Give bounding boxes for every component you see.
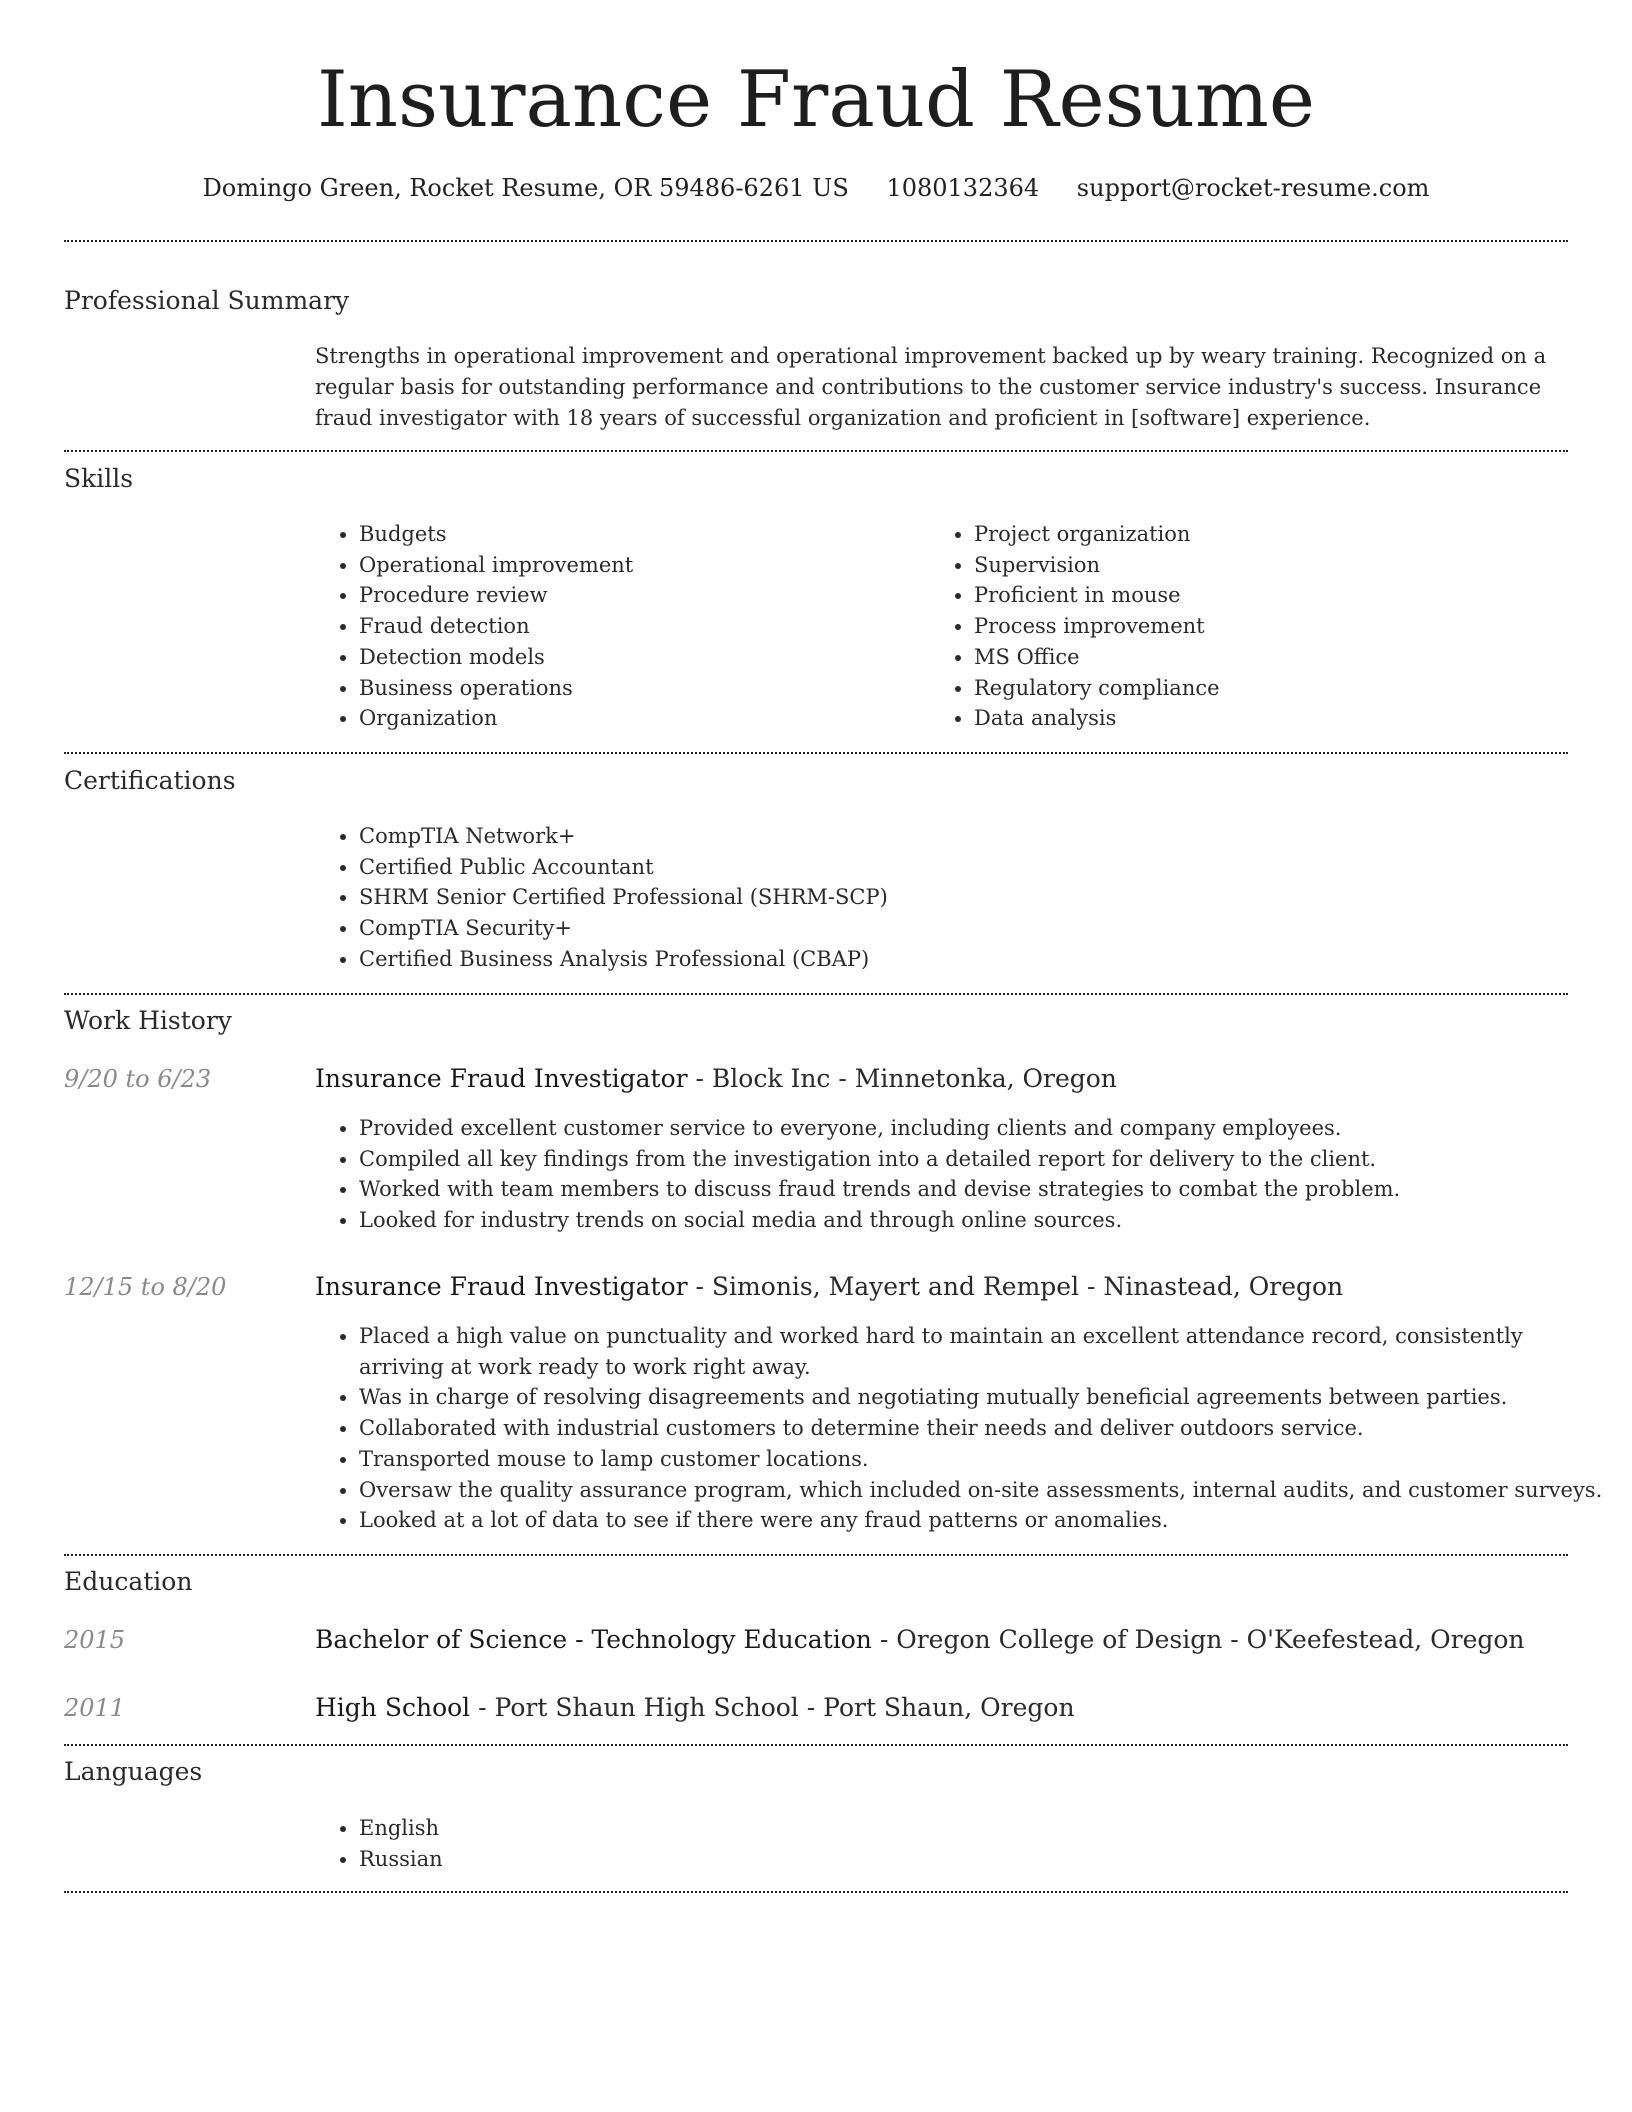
- list-item: • SHRM Senior Certified Professional (SHRM-SCP): [359, 882, 1559, 913]
- job-details: - Block Inc - Minnetonka, Oregon: [687, 1064, 1117, 1093]
- list-item: • Business operations: [359, 673, 919, 704]
- list-item: • Operational improvement: [359, 550, 919, 581]
- job-bullets: [315, 1113, 1614, 1236]
- section-divider: [64, 1744, 1568, 1746]
- list-item: • Certified Public Accountant: [359, 852, 1559, 883]
- skills-heading: Skills: [64, 464, 134, 493]
- list-item: • Detection models: [359, 642, 919, 673]
- skills-list-right: [930, 519, 1574, 734]
- work-history-heading: Work History: [64, 1006, 232, 1035]
- list-item: • Data analysis: [974, 703, 1574, 734]
- list-item: • Procedure review: [359, 580, 919, 611]
- list-item: • Certified Business Analysis Professional (CBAP): [359, 944, 1559, 975]
- education-degree: High School: [315, 1693, 471, 1722]
- skills-list-left: [315, 519, 919, 734]
- education-entry: [315, 1624, 1525, 1656]
- job-details: - Simonis, Mayert and Rempel - Ninastead, Oregon: [687, 1272, 1344, 1301]
- list-item: • Compiled all key findings from the investigation into a detailed report for delivery to the client.: [359, 1144, 1614, 1175]
- education-entry: [315, 1692, 1075, 1724]
- list-item: • Organization: [359, 703, 919, 734]
- education-details: - Port Shaun High School - Port Shaun, Oregon: [470, 1693, 1075, 1722]
- list-item: • Worked with team members to discuss fraud trends and devise strategies to combat the problem.: [359, 1174, 1614, 1205]
- job-dates: 12/15 to 8/20: [64, 1273, 227, 1301]
- job-role: Insurance Fraud Investigator: [315, 1272, 688, 1301]
- job-bullets: [315, 1321, 1614, 1536]
- section-divider: [64, 1891, 1568, 1893]
- job-title-line: [315, 1271, 1343, 1303]
- section-divider: [64, 993, 1568, 995]
- list-item: • Project organization: [974, 519, 1574, 550]
- section-divider: [64, 450, 1568, 452]
- education-heading: Education: [64, 1567, 193, 1596]
- list-item: • CompTIA Security+: [359, 913, 1559, 944]
- list-item: • MS Office: [974, 642, 1574, 673]
- list-item: • Budgets: [359, 519, 919, 550]
- section-divider: [64, 752, 1568, 754]
- list-item: • English: [359, 1813, 959, 1844]
- list-item: • Fraud detection: [359, 611, 919, 642]
- summary-text: Strengths in operational improvement and operational improvement backed up by weary training. Recognized on a regular basis for outstanding performance and contributions to the customer service industry's success. Insurance fraud investigator with 18 years of successful organization and proficient in [software] experience.: [315, 344, 1547, 430]
- list-item: • Collaborated with industrial customers to determine their needs and deliver outdoors service.: [359, 1413, 1614, 1444]
- list-item: • Provided excellent customer service to everyone, including clients and company employees.: [359, 1113, 1614, 1144]
- list-item: • Process improvement: [974, 611, 1574, 642]
- certifications-heading: Certifications: [64, 766, 236, 795]
- job-title-line: [315, 1063, 1117, 1095]
- education-year: 2011: [64, 1694, 126, 1722]
- list-item: • Russian: [359, 1844, 959, 1875]
- certifications-list: [315, 821, 1559, 975]
- job-dates: 9/20 to 6/23: [64, 1065, 212, 1093]
- list-item: • Placed a high value on punctuality and worked hard to maintain an excellent attendance record, consistently arriving at work ready to work right away.: [359, 1321, 1614, 1382]
- list-item: • CompTIA Network+: [359, 821, 1559, 852]
- contact-email: support@rocket-resume.com: [1076, 174, 1430, 202]
- contact-phone: 1080132364: [886, 174, 1040, 202]
- job-role: Insurance Fraud Investigator: [315, 1064, 688, 1093]
- section-divider: [64, 240, 1568, 242]
- languages-heading: Languages: [64, 1757, 203, 1786]
- list-item: • Looked for industry trends on social media and through online sources.: [359, 1205, 1614, 1236]
- list-item: • Transported mouse to lamp customer locations.: [359, 1444, 1614, 1475]
- contact-line: [0, 172, 1632, 204]
- list-item: • Was in charge of resolving disagreements and negotiating mutually beneficial agreements between parties.: [359, 1382, 1614, 1413]
- list-item: • Oversaw the quality assurance program, which included on-site assessments, internal audits, and customer surveys.: [359, 1475, 1614, 1506]
- section-divider: [64, 1554, 1568, 1556]
- list-item: • Supervision: [974, 550, 1574, 581]
- contact-address: Domingo Green, Rocket Resume, OR 59486-6261 US: [202, 174, 849, 202]
- summary-heading: Professional Summary: [64, 286, 350, 315]
- list-item: • Proficient in mouse: [974, 580, 1574, 611]
- education-details: - Oregon College of Design - O'Keefestead, Oregon: [871, 1625, 1525, 1654]
- list-item: • Looked at a lot of data to see if there were any fraud patterns or anomalies.: [359, 1505, 1614, 1536]
- list-item: • Regulatory compliance: [974, 673, 1574, 704]
- resume-title: Insurance Fraud Resume: [316, 55, 1316, 145]
- education-year: 2015: [64, 1626, 126, 1654]
- education-degree: Bachelor of Science - Technology Education: [315, 1625, 872, 1654]
- languages-list: [315, 1813, 959, 1874]
